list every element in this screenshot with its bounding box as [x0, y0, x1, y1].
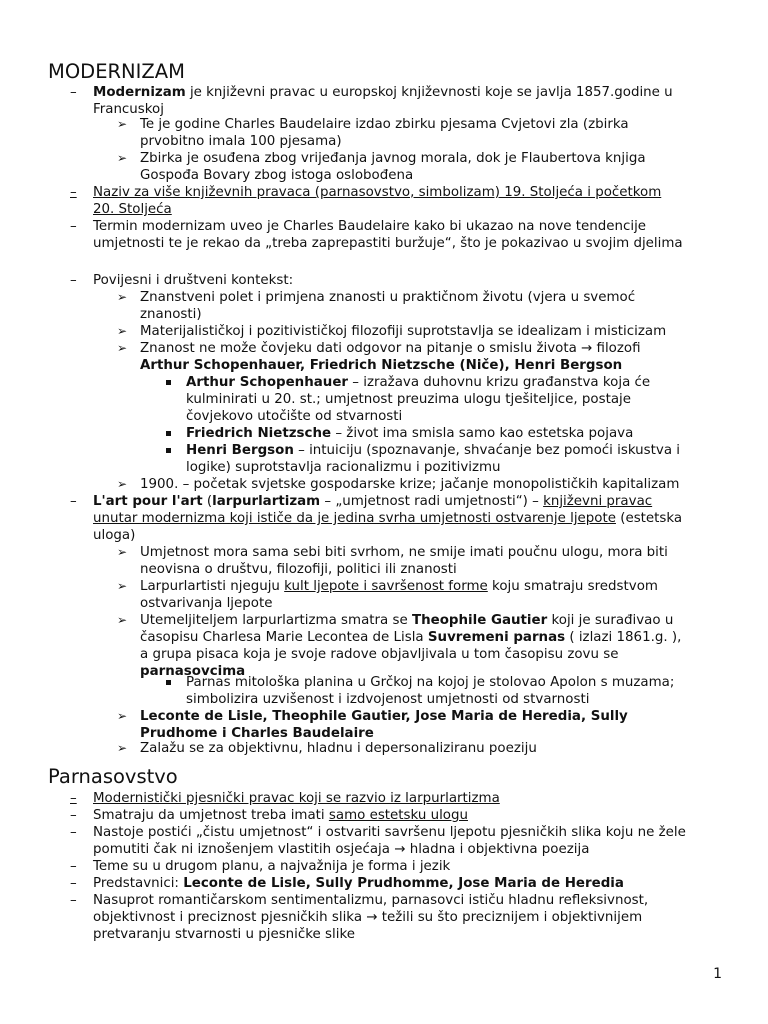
- sub-item-text: ostvarivanja ljepote: [140, 596, 273, 611]
- dash-bullet: –: [70, 893, 77, 908]
- list-item-text: Povijesni i društveni kontekst:: [93, 273, 294, 288]
- dash-bullet: –: [70, 85, 77, 100]
- sub-item-text: neovisna o društvu, filozofiji, politici ili znanosti: [140, 562, 457, 577]
- dash-bullet: –: [70, 876, 77, 891]
- sub-item-text: časopisu Charlesa Marie Lecontea de Lisla Suvremeni parnas ( izlazi 1861.g. ),: [140, 630, 682, 645]
- sub-item-text: Leconte de Lisle, Theophile Gautier, Jose Maria de Heredia, Sully: [140, 709, 628, 724]
- arrow-bullet-icon: ➢: [117, 579, 128, 593]
- list-item-text: Nasuprot romantičarskom sentimentalizmu, parnasovci ističu hladnu refleksivnost,: [93, 893, 649, 908]
- sub-item-text: Te je godine Charles Baudelaire izdao zbirku pjesama Cvjetovi zla (zbirka: [140, 117, 629, 132]
- arrow-bullet-icon: ➢: [117, 117, 128, 131]
- sub-item-text: Prudhome i Charles Baudelaire: [140, 726, 374, 741]
- list-item-text: Naziv za više književnih pravaca (parnasovstvo, simbolizam) 19. Stoljeća i početkom: [93, 185, 662, 200]
- list-item-text: unutar modernizma koji ističe da je jedina svrha umjetnosti ostvarenje ljepote (estetska: [93, 511, 683, 526]
- dash-bullet: –: [70, 273, 77, 288]
- sub-item-text: Larpurlartisti njeguju kult ljepote i savršenost forme koju smatraju sredstvom: [140, 579, 658, 594]
- sub-item-text: Znanstveni polet i primjena znanosti u praktičnom životu (vjera u svemoć: [140, 290, 636, 305]
- sub-item-text: Znanost ne može čovjeku dati odgovor na pitanje o smislu života → filozofi: [140, 341, 641, 356]
- sub-sub-item-text: čovjekovo utočište od stvarnosti: [186, 409, 403, 424]
- list-item-text: uloga): [93, 528, 136, 543]
- arrow-bullet-icon: ➢: [117, 341, 128, 355]
- sub-item-text: znanosti): [140, 307, 202, 322]
- list-item-text: objektivnost i preciznost pjesničkih slika → težili su što preciznijem i objektivnijem: [93, 910, 643, 925]
- arrow-bullet-icon: ➢: [117, 324, 128, 338]
- sub-item-text: Gospođa Bovary zbog istoga oslobođena: [140, 168, 414, 183]
- list-item-text: pretvaranju stvarnosti u pjesničke slike: [93, 927, 355, 942]
- dash-bullet: –: [70, 791, 77, 806]
- list-item-text: Predstavnici: Leconte de Lisle, Sully Prudhomme, Jose Maria de Heredia: [93, 876, 624, 891]
- page-title: MODERNIZAM: [48, 60, 185, 83]
- arrow-bullet-icon: ➢: [117, 290, 128, 304]
- arrow-bullet-icon: ➢: [117, 613, 128, 627]
- sub-item-text: Zalažu se za objektivnu, hladnu i depersonaliziranu poeziju: [140, 741, 537, 756]
- sub-sub-item-text: logike) suprotstavlja racionalizmu i pozitivizmu: [186, 460, 501, 475]
- dash-bullet: –: [70, 825, 77, 840]
- list-item-text: Modernizam je književni pravac u europskoj književnosti koje se javlja 1857.godine u: [93, 85, 673, 100]
- sub-item-text: Utemeljiteljem larpurlartizma smatra se Theophile Gautier koji je surađivao u: [140, 613, 674, 628]
- square-bullet-icon: [166, 431, 171, 436]
- sub-item-text: Zbirka je osuđena zbog vrijeđanja javnog morala, dok je Flaubertova knjiga: [140, 151, 646, 166]
- dash-bullet: –: [70, 219, 77, 234]
- square-bullet-icon: [166, 380, 171, 385]
- sub-item-text: parnasovcima: [140, 664, 246, 679]
- arrow-bullet-icon: ➢: [117, 545, 128, 559]
- dash-bullet: –: [70, 859, 77, 874]
- arrow-bullet-icon: ➢: [117, 741, 128, 755]
- sub-sub-item-text: simbolizira uzvišenost i izdvojenost umjetnosti od stvarnosti: [186, 692, 590, 707]
- section-heading: Parnasovstvo: [48, 765, 178, 788]
- arrow-bullet-icon: ➢: [117, 709, 128, 723]
- sub-item-text: a grupa pisaca koja je svoje radove objavljivala u tom časopisu zovu se: [140, 647, 619, 662]
- sub-sub-item-text: kulminirati u 20. st.; umjetnost preuzima ulogu tješiteljice, postaje: [186, 392, 631, 407]
- list-item-text: L'art pour l'art (larpurlartizam – „umjetnost radi umjetnosti“) – književni pravac: [93, 494, 653, 509]
- page-number: 1: [713, 966, 722, 982]
- dash-bullet: –: [70, 808, 77, 823]
- square-bullet-icon: [166, 448, 171, 453]
- sub-item-text: Materijalističkoj i pozitivističkoj filozofiji suprotstavlja se idealizam i misticizam: [140, 324, 667, 339]
- list-item-text: Francuskoj: [93, 102, 164, 117]
- list-item-text: umjetnosti te je rekao da „treba zaprepastiti buržuje“, što je pokazivao u svojim djelima: [93, 236, 683, 251]
- sub-sub-item-text: Arthur Schopenhauer – izražava duhovnu krizu građanstva koja će: [186, 375, 651, 390]
- dash-bullet: –: [70, 185, 77, 200]
- list-item-text: Teme su u drugom planu, a najvažnija je forma i jezik: [93, 859, 451, 874]
- dash-bullet: –: [70, 494, 77, 509]
- arrow-bullet-icon: ➢: [117, 151, 128, 165]
- sub-item-text: Arthur Schopenhauer, Friedrich Nietzsche (Niče), Henri Bergson: [140, 358, 623, 373]
- list-item-text: Termin modernizam uveo je Charles Baudelaire kako bi ukazao na nove tendencije: [93, 219, 647, 234]
- list-item-text: Smatraju da umjetnost treba imati samo estetsku ulogu: [93, 808, 468, 823]
- list-item-text: pomutiti čak ni iznošenjem vlastitih osjećaja → hladna i objektivna poezija: [93, 842, 590, 857]
- sub-item-text: prvobitno imala 100 pjesama): [140, 134, 342, 149]
- list-item-text: Modernistički pjesnički pravac koji se razvio iz larpurlartizma: [93, 791, 500, 806]
- list-item-text: 20. Stoljeća: [93, 202, 172, 217]
- sub-sub-item-text: Friedrich Nietzsche – život ima smisla samo kao estetska pojava: [186, 426, 634, 441]
- sub-item-text: Umjetnost mora sama sebi biti svrhom, ne smije imati poučnu ulogu, mora biti: [140, 545, 668, 560]
- sub-sub-item-text: Parnas mitološka planina u Grčkoj na kojoj je stolovao Apolon s muzama;: [186, 675, 675, 690]
- list-item-text: Nastoje postići „čistu umjetnost“ i ostvariti savršenu ljepotu pjesničkih slika koju ne žele: [93, 825, 686, 840]
- sub-sub-item-text: Henri Bergson – intuiciju (spoznavanje, shvaćanje bez pomoći iskustva i: [186, 443, 680, 458]
- arrow-bullet-icon: ➢: [117, 477, 128, 491]
- sub-item-text: 1900. – početak svjetske gospodarske krize; jačanje monopolističkih kapitalizam: [140, 477, 680, 492]
- square-bullet-icon: [166, 680, 171, 685]
